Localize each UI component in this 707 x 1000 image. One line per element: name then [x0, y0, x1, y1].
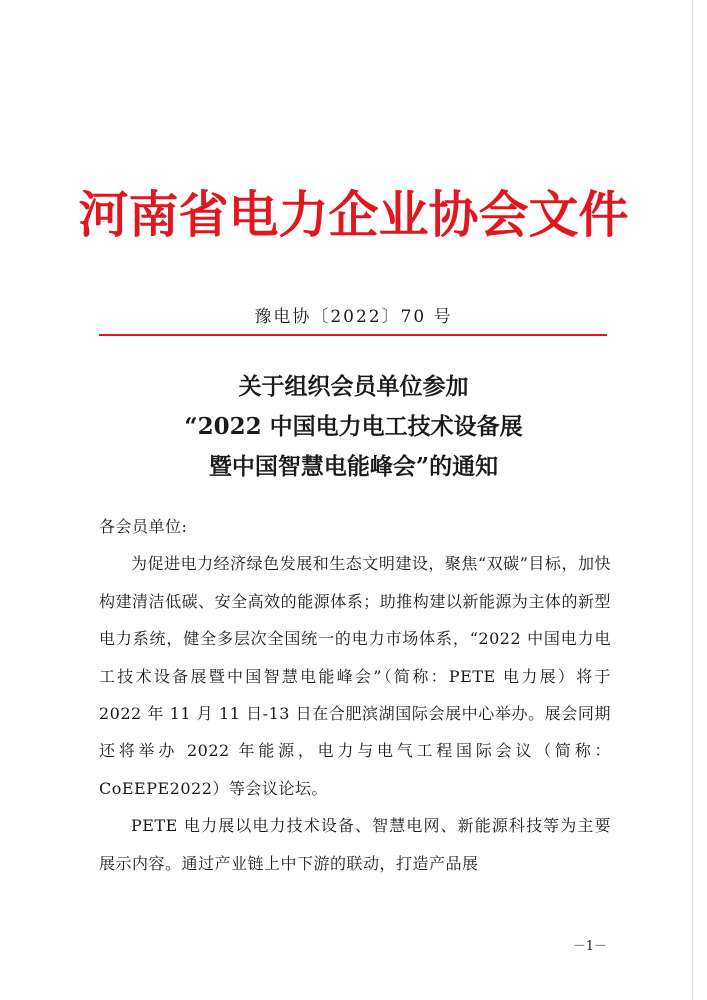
notice-title-line-2: “2022 中国电力电工技术设备展: [184, 413, 523, 440]
page-edge-line: [692, 0, 693, 1000]
notice-title-line-3: 暨中国智慧电能峰会”的通知: [208, 453, 499, 480]
body-paragraph-2: PETE 电力展以电力技术设备、智慧电网、新能源科技等为主要展示内容。通过产业链上中下游的联动，打造产品展: [99, 816, 611, 873]
body-paragraph-1: 为促进电力经济绿色发展和生态文明建设，聚焦“双碳”目标，加快构建清洁低碳、安全高效的能源体系；助推构建以新能源为主体的新型电力系统，健全多层次全国统一的电力市场体系，“2022 中国电力电工技术设备展暨中国智慧电能峰会”（简称：PETE 电力展）将于 2022 年 11 月 11 日-13 日在合肥滨湖国际会展中心举办。展会同期还将举办 2022 年能源，电力与电气工程国际会议（简称：CoEEPE2022）等会议论坛。: [99, 554, 611, 798]
red-divider-line: [99, 334, 607, 336]
document-body: [99, 508, 611, 882]
document-number: 豫电协〔2022〕70 号: [254, 307, 453, 327]
salutation: 各会员单位:: [99, 517, 188, 536]
issuing-organization-title: 河南省电力企业协会文件: [78, 185, 629, 244]
notice-title: [0, 367, 707, 487]
notice-title-line-1: 关于组织会员单位参加: [238, 373, 469, 400]
page-number: －1－: [572, 939, 607, 954]
